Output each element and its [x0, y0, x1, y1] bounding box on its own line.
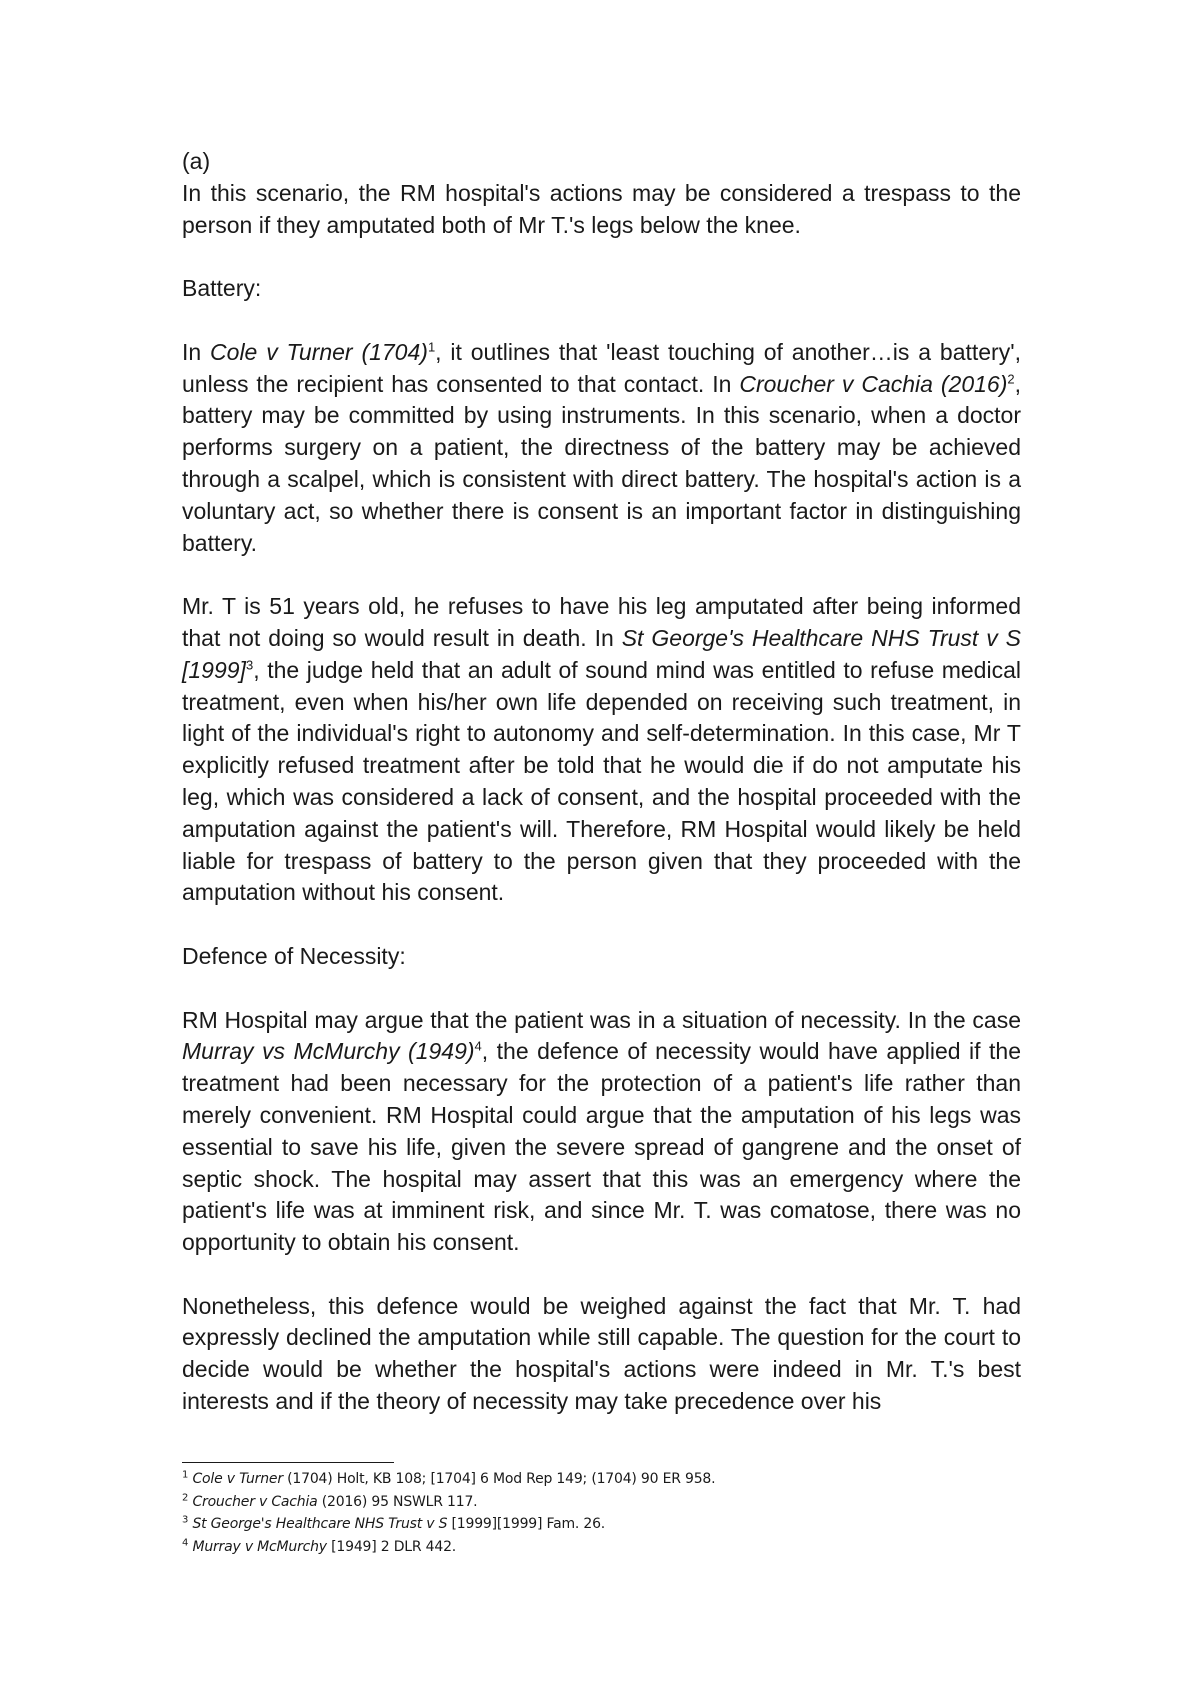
footnote-3: $^3$ St George's Healthcare NHS Trust v S [1999][1999] Fam. 26. — [182, 1514, 606, 1532]
case-citation: Croucher v Cachia (2016) — [739, 370, 1008, 397]
footnote-ref: 4 — [474, 1038, 482, 1054]
battery-paragraph: In Cole v Turner $(1704)^1$, it outlines that 'least touching of another…is a battery', unless the recipient has consented to that contact. In Croucher v Cachia $(2016)^2$, battery may be committed by using instruments. In this scenario, when a doctor performs surgery on a patient, the directness of the battery may be achieved through a scalpel, which is consistent with direct battery. The hospital's action is a voluntary act, so whether there is consent is an important factor in distinguishing battery. — [182, 338, 1021, 556]
case-citation: Cole v Turner (1704) — [210, 338, 428, 365]
footnotes — [182, 1468, 1021, 1558]
necessity-paragraph: RM Hospital may argue that the patient was in a situation of necessity. In the case Murray vs McMurchy $(1949)^4$, the defence of necessity would have applied if the treatment had been necessary for the protection of a patient's life rather than merely convenient. RM Hospital could argue that the amputation of his legs was essential to save his life, given the severe spread of gangrene and the onset of septic shock. The hospital may assert that this was an emergency where the patient's life was at imminent risk, and since Mr. T. was comatose, there was no opportunity to obtain his consent. — [182, 1006, 1021, 1256]
footnote-separator — [182, 1462, 394, 1463]
refusal-paragraph: Mr. T is 51 years old, he refuses to have his leg amputated after being informed that not doing so would result in death. In St George's Healthcare NHS Trust v S $[1999]^3$, the judge held that an adult of sound mind was entitled to refuse medical treatment, even when his/her own life depended on receiving such treatment, in light of the individual's right to autonomy and self-determination. In this case, Mr T explicitly refused treatment after be told that he would die if do not amputate his leg, which was considered a lack of consent, and the hospital proceeded with the amputation against the patient's will. Therefore, RM Hospital would likely be held liable for trespass of battery to the person given that they proceeded with the amputation without his consent. — [182, 593, 1021, 906]
section-label: (a) — [182, 148, 211, 174]
footnote-ref: 1 — [427, 339, 436, 355]
footnote-ref: 3 — [245, 657, 254, 673]
intro-paragraph: In this scenario, the RM hospital's actions may be considered a trespass to the person if they amputated both of Mr T.'s legs below the knee. — [182, 179, 1021, 238]
case-citation: St George's Healthcare NHS Trust v S [1999] — [182, 624, 1021, 683]
nonetheless-paragraph: Nonetheless, this defence would be weighed against the fact that Mr. T. had expressly declined the amputation while still capable. The question for the court to decide would be whether the hospital's actions were indeed in Mr. T.'s best interests and if the theory of necessity may take precedence over his — [182, 1292, 1021, 1415]
footnote-1: $^1$ Cole v Turner (1704) Holt, KB 108; [1704] 6 Mod Rep 149; (1704) 90 ER 958. — [182, 1469, 716, 1487]
necessity-heading: Defence of Necessity: — [182, 942, 406, 969]
document-body — [182, 146, 1021, 1418]
case-citation: Murray vs McMurchy (1949) — [182, 1038, 475, 1065]
footnote-ref: 2 — [1007, 370, 1015, 386]
footnote-2: $^2$ Croucher v Cachia (2016) 95 NSWLR 117. — [182, 1491, 478, 1510]
battery-heading: Battery: — [182, 275, 262, 302]
footnote-4: $^4$ Murray v McMurchy [1949] 2 DLR 442. — [182, 1536, 457, 1555]
